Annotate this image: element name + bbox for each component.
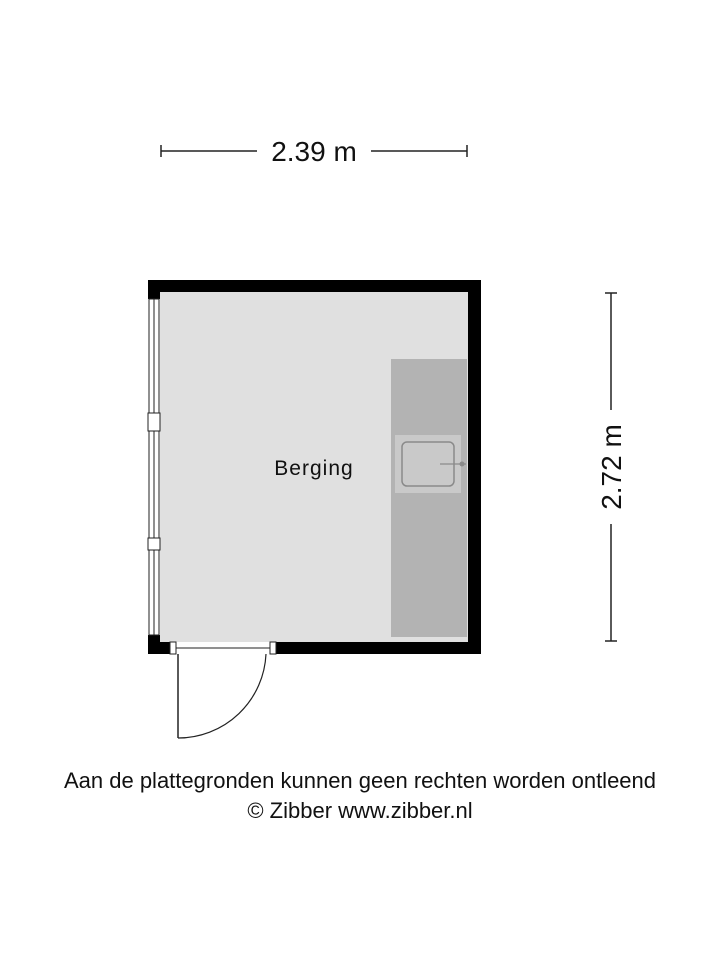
copyright-text: © Zibber www.zibber.nl: [247, 798, 473, 823]
window-left: [148, 299, 160, 635]
sink: [395, 435, 466, 493]
wall-right: [468, 280, 481, 654]
wall-left-top: [148, 280, 160, 299]
sink-tap-knob: [460, 462, 465, 467]
disclaimer-text: Aan de plattegronden kunnen geen rechten worden ontleend: [63, 768, 657, 793]
window-mullion-2: [148, 538, 160, 550]
door-jamb-right: [270, 642, 276, 654]
wall-left-bottom: [148, 635, 160, 654]
wall-top: [148, 280, 481, 292]
depth-dimension-label: 2.72 m: [596, 424, 627, 510]
door-jamb-left: [170, 642, 176, 654]
counter-top: [391, 359, 467, 637]
width-dimension: [161, 136, 467, 167]
depth-dimension: [596, 293, 627, 641]
wall-bottom-right: [276, 642, 481, 654]
door-swing-arc: [178, 654, 266, 738]
window-mullion-1: [148, 413, 160, 431]
width-dimension-label: 2.39 m: [271, 136, 357, 167]
room-label-berging: Berging: [274, 457, 354, 480]
door: [170, 642, 276, 738]
